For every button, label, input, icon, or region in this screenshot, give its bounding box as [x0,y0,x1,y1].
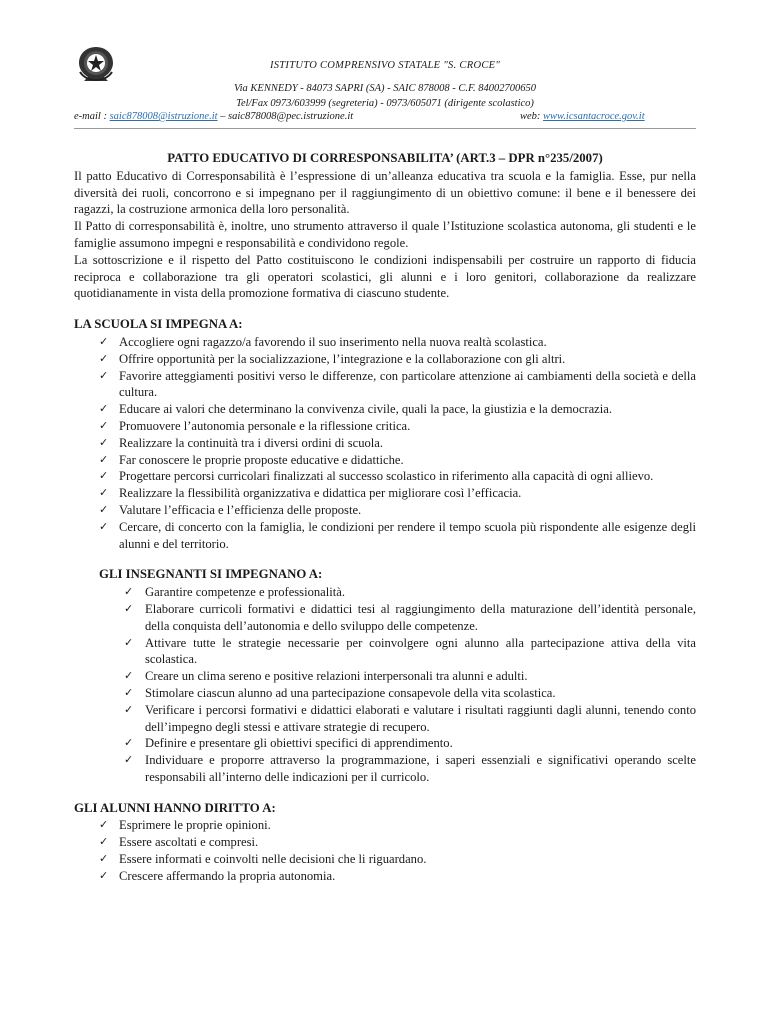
list-item-text: Definire e presentare gli obiettivi specifici di apprendimento. [145,736,453,751]
checkmark-icon: ✓ [99,852,109,866]
list-item [74,601,696,635]
list-item-text: Creare un clima sereno e positive relazioni interpersonali tra alunni e adulti. [145,669,528,684]
checkmark-icon: ✓ [99,868,109,882]
list-item-text: Far conoscere le proprie proposte educative e didattiche. [119,452,404,467]
list-item-text: Stimolare ciascun alunno ad una partecipazione consapevole della vita scolastica. [145,685,556,700]
list-item-text: Verificare i percorsi formativi e didattici elaborati e valutare i risultati raggiunti dagli alunni, tenendo conto dell’impegno degli stessi e attivare strategie di recupero. [145,702,696,734]
list-item-text: Individuare e proporre attraverso la programmazione, i saperi essenziali e significativi operando scelte responsabili all’interno delle indicazioni per il curricolo. [145,753,696,784]
list-item-text: Garantire competenze e professionalità. [145,585,346,600]
list-item [74,368,696,402]
school-phone: Tel/Fax 0973/603999 (segreteria) - 0973/605071 (dirigente scolastico) [236,98,534,109]
intro-paragraph-1: Il patto Educativo di Corresponsabilità è l’espressione di un’alleanza educativa tra scuola e la famiglia. Esse, pur nella diversità dei ruoli, concorrono e si impegnano per il raggiungimento di un obiettivo comune: il bene e il benessere dei ragazzi, la costruzione armonica della loro personalità. [74,168,696,217]
section-heading-alunni: GLI ALUNNI HANNO DIRITTO A: [74,800,276,815]
list-item-text: Educare ai valori che determinano la convivenza civile, quali la pace, la giustizia e la democrazia. [119,402,613,417]
checkmark-icon: ✓ [124,702,134,716]
section-heading-scuola: LA SCUOLA SI IMPEGNA A: [74,317,243,332]
list-item-text: Valutare l’efficacia e l’efficienza delle proposte. [119,502,362,517]
list-item-text: Realizzare la flessibilità organizzativa e didattica per migliorare così l’efficacia. [119,486,522,501]
checkmark-icon: ✓ [124,601,134,615]
insegnanti-list [74,584,696,786]
checkmark-icon: ✓ [99,818,109,832]
checkmark-icon: ✓ [124,736,134,750]
list-item-text: Essere ascoltati e compresi. [119,835,259,850]
list-item [74,668,696,685]
checkmark-icon: ✓ [99,368,109,382]
list-item-text: Accogliere ogni ragazzo/a favorendo il suo inserimento nella nuova realtà scolastica. [119,334,547,349]
list-item [74,502,696,519]
checkmark-icon: ✓ [124,669,134,683]
list-item [74,851,696,868]
website-link[interactable]: www.icsantacroce.gov.it [543,111,645,122]
header-divider [74,128,696,129]
list-item [74,401,696,418]
list-item [74,468,696,485]
list-item-text: Essere informati e coinvolti nelle decisioni che li riguardano. [119,852,427,867]
list-item-text: Progettare percorsi curricolari finalizzati al successo scolastico in riferimento alla capacità di ogni allievo. [119,469,654,484]
checkmark-icon: ✓ [124,635,134,649]
list-item-text: Crescere affermando la propria autonomia. [119,868,336,883]
contact-line [74,109,694,124]
checkmark-icon: ✓ [124,685,134,699]
list-item [74,868,696,885]
list-item [74,584,696,601]
document-body [74,150,696,885]
list-item [74,685,696,702]
intro-paragraph-2: Il Patto di corresponsabilità è, inoltre, uno strumento attraverso il quale l’Istituzione scolastica autonoma, gli studenti e le famiglie assumono impegni e responsabilità e condividono regole. [74,219,696,250]
intro-paragraph-3: La sottoscrizione e il rispetto del Patto costituiscono le condizioni indispensabili per costruire un rapporto di fiducia reciproca e collaborazione tra gli operatori scolastici, gli alunni e i loro genitori, collaborazione da realizzare quotidianamente in vista della promozione formativa di ciascuno studente. [74,252,696,301]
list-item [74,452,696,469]
checkmark-icon: ✓ [99,351,109,365]
checkmark-icon: ✓ [99,469,109,483]
checkmark-icon: ✓ [99,334,109,348]
list-item-text: Favorire atteggiamenti positivi verso le differenze, con particolare attenzione ai cambiamenti della società e della cultura. [119,368,696,400]
web-block [520,109,645,124]
checkmark-icon: ✓ [124,753,134,767]
checkmark-icon: ✓ [99,835,109,849]
school-address: Via KENNEDY - 84073 SAPRI (SA) - SAIC 878008 - C.F. 84002700650 [233,83,537,94]
list-item [74,635,696,669]
section-heading-insegnanti: GLI INSEGNANTI SI IMPEGNANO A: [99,567,323,582]
list-item [74,435,696,452]
list-item [74,485,696,502]
checkmark-icon: ✓ [99,418,109,432]
list-item-text: Promuovere l’autonomia personale e la riflessione critica. [119,418,411,433]
email-link[interactable]: saic878008@istruzione.it [109,111,218,122]
checkmark-icon: ✓ [99,435,109,449]
list-item [74,418,696,435]
checkmark-icon: ✓ [99,502,109,516]
list-item-text: Elaborare curricoli formativi e didattici tesi al raggiungimento della maturazione dell’identità personale, della conquista dell’autonomia e dello sviluppo delle competenze. [145,601,696,633]
list-item [74,817,696,834]
checkmark-icon: ✓ [99,452,109,466]
list-item [74,752,696,786]
list-item [74,519,696,553]
checkmark-icon: ✓ [124,585,134,599]
school-name: ISTITUTO COMPRENSIVO STATALE "S. CROCE" [269,60,501,71]
list-item-text: Attivare tutte le strategie necessarie per coinvolgere ogni alunno alla partecipazione attiva della vita scolastica. [145,635,696,667]
list-item [74,735,696,752]
alunni-list [74,817,696,884]
pec-address: – saic878008@pec.istruzione.it [220,111,354,122]
list-item [74,351,696,368]
list-item-text: Realizzare la continuità tra i diversi ordini di scuola. [119,435,384,450]
checkmark-icon: ✓ [99,402,109,416]
web-label: web: [520,111,541,122]
email-label: e-mail : [74,111,107,122]
list-item-text: Esprimere le proprie opinioni. [119,818,271,833]
document-title: PATTO EDUCATIVO DI CORRESPONSABILITA’ (ART.3 – DPR n°235/2007) [167,151,603,165]
list-item-text: Offrire opportunità per la socializzazione, l’integrazione e la collaborazione con gli altri. [119,351,566,366]
scuola-list [74,334,696,552]
list-item [74,702,696,736]
list-item [74,834,696,851]
checkmark-icon: ✓ [99,486,109,500]
checkmark-icon: ✓ [99,519,109,533]
list-item [74,334,696,351]
list-item-text: Cercare, di concerto con la famiglia, le condizioni per rendere il tempo scuola più rispondente alle esigenze degli alunni e del territorio. [119,519,696,551]
